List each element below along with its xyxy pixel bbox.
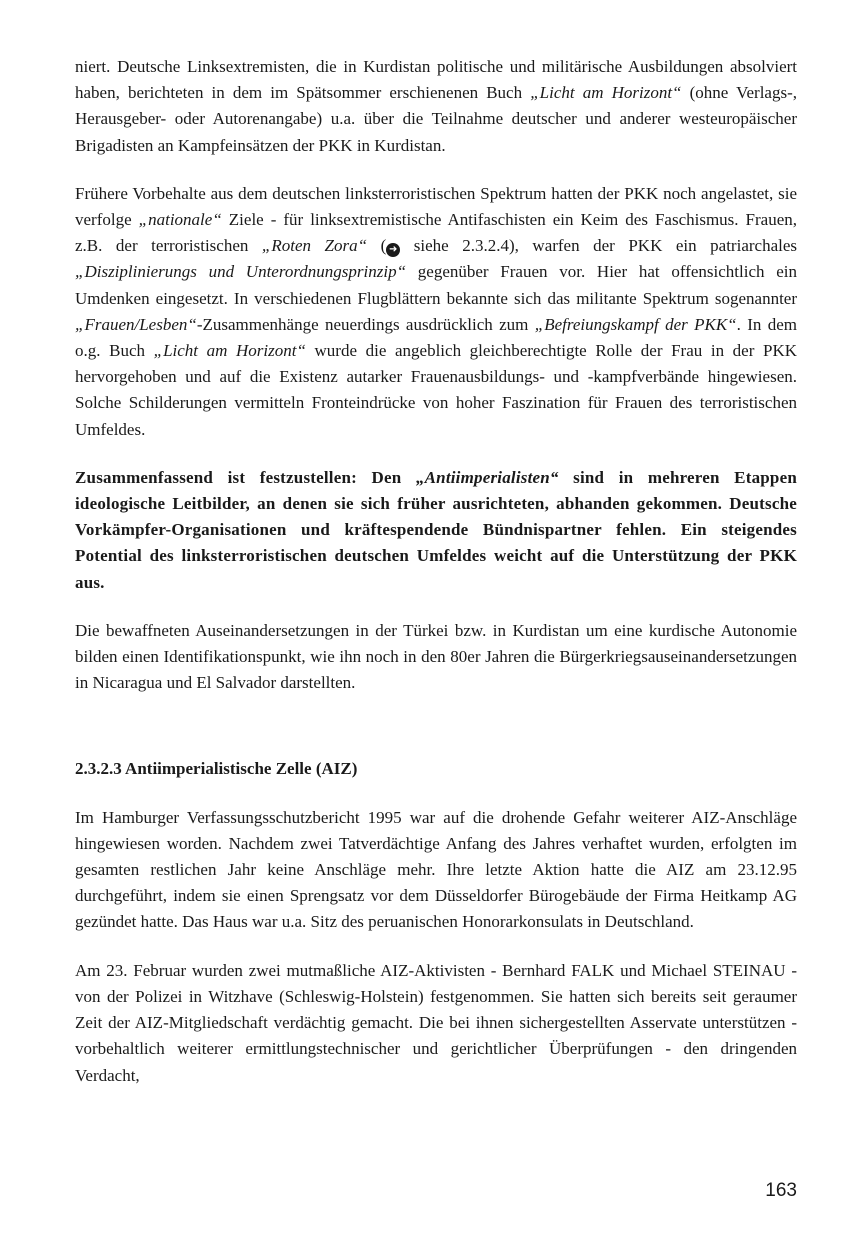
paragraph-arrests: Am 23. Februar wurden zwei mutmaßliche AIZ-Aktivisten - Bernhard FALK und Michael STEINAU - von der Polizei in Witzhave (Schleswig-Holstein) festgenommen. Sie hatten sich bereits seit geraumer Zeit der AIZ-Mitgliedschaft verdächtig gemacht. Die bei ihnen sichergestellten Asservate unterstützen - vorbehaltlich weiterer ermittlungstechnischer und gerichtlicher Überprüfungen - den dringenden Verdacht, xyxy=(75,960,797,1085)
document-page xyxy=(75,54,797,1089)
book-title-licht-am-horizont: „Licht am Horizont“ xyxy=(530,83,682,103)
section-heading: 2.3.2.3 Antiimperialistische Zelle (AIZ) xyxy=(75,759,358,779)
page-number: 163 xyxy=(765,1180,797,1201)
paragraph-brigadists: niert. Deutsche Linksextremisten, die in Kurdistan politische und militärische Ausbildungen absolviert haben, berichteten in dem im Spätsommer erschienenen Buch „Licht am Horizont“ (ohne Verlags-, Herausgeber- oder Autorenangabe) u.a. über die Teilnahme deutscher und anderer westeuropäischer Brigadisten an Kampfeinsätzen der PKK in Kurdistan. xyxy=(75,57,797,155)
arrow-right-circle-icon: ➜ xyxy=(386,243,400,257)
paragraph-aiz-report: Im Hamburger Verfassungsschutzbericht 1995 war auf die drohende Gefahr weiterer AIZ-Anschläge hingewiesen worden. Nachdem zwei Tatverdächtige Anfang des Jahres verhaftet wurden, erfolgten im gesamten restlichen Jahr keine Anschläge mehr. Ihre letzte Aktion hatte die AIZ am 23.12.95 durchgeführt, indem sie einen Sprengsatz vor dem Düsseldorfer Bürogebäude der Firma Heitkamp AG gezündet hatte. Das Haus war u.a. Sitz des peruanischen Honorarkonsulats in Deutschland. xyxy=(75,807,797,932)
paragraph-identification: Die bewaffneten Auseinandersetzungen in der Türkei bzw. in Kurdistan um eine kurdische Autonomie bilden einen Identifikationspunkt, wie ihn noch in den 80er Jahren die Bürgerkriegsauseinandersetzungen in Nicaragua und El Salvador darstellten. xyxy=(75,620,797,693)
summary-paragraph: Zusammenfassend ist festzustellen: Den „Antiimperialisten“ sind in mehreren Etappen ideologische Leitbilder, an denen sie sich früher ausrichteten, abhanden gekommen. Deutsche Vorkämpfer-Organisationen und kräftespendende Bündnispartner fehlen. Ein steigendes Potential des linksterroristischen deutschen Umfeldes weicht auf die Unterstützung der PKK aus. xyxy=(75,467,797,592)
paragraph-reservations: Frühere Vorbehalte aus dem deutschen linksterroristischen Spektrum hatten der PKK noch angelastet, sie verfolge „nationale“ Ziele - für linksextremistische Antifaschisten ein Keim des Faschismus. Frauen, z.B. der terroristischen „Roten Zora“ ( ➜ siehe 2.3.2.4), warfen der PKK ein patriarchales „Disziplinierungs und Unterordnungsprinzip“ gegenüber Frauen vor. Hier hat offensichtlich ein Umdenken eingesetzt. In verschiedenen Flugblättern bekannte sich das militante Spektrum sogenannter „Frauen/Lesben“-Zusammenhänge neuerdings ausdrücklich zum „Befreiungskampf der PKK“. In dem o.g. Buch „Licht am Horizont“ wurde die angeblich gleichberechtigte Rolle der Frau in der PKK hervorgehoben und auf die Existenz autarker Frauenausbildungs- und -kampfverbände hingewiesen. Solche Schilderungen vermitteln Fronteindrücke von hoher Faszination für Frauen des terroristischen Umfeldes. xyxy=(75,183,798,439)
cross-reference-link[interactable]: siehe 2.3.2.4), warfen der PKK ein patriarchales xyxy=(413,236,797,256)
